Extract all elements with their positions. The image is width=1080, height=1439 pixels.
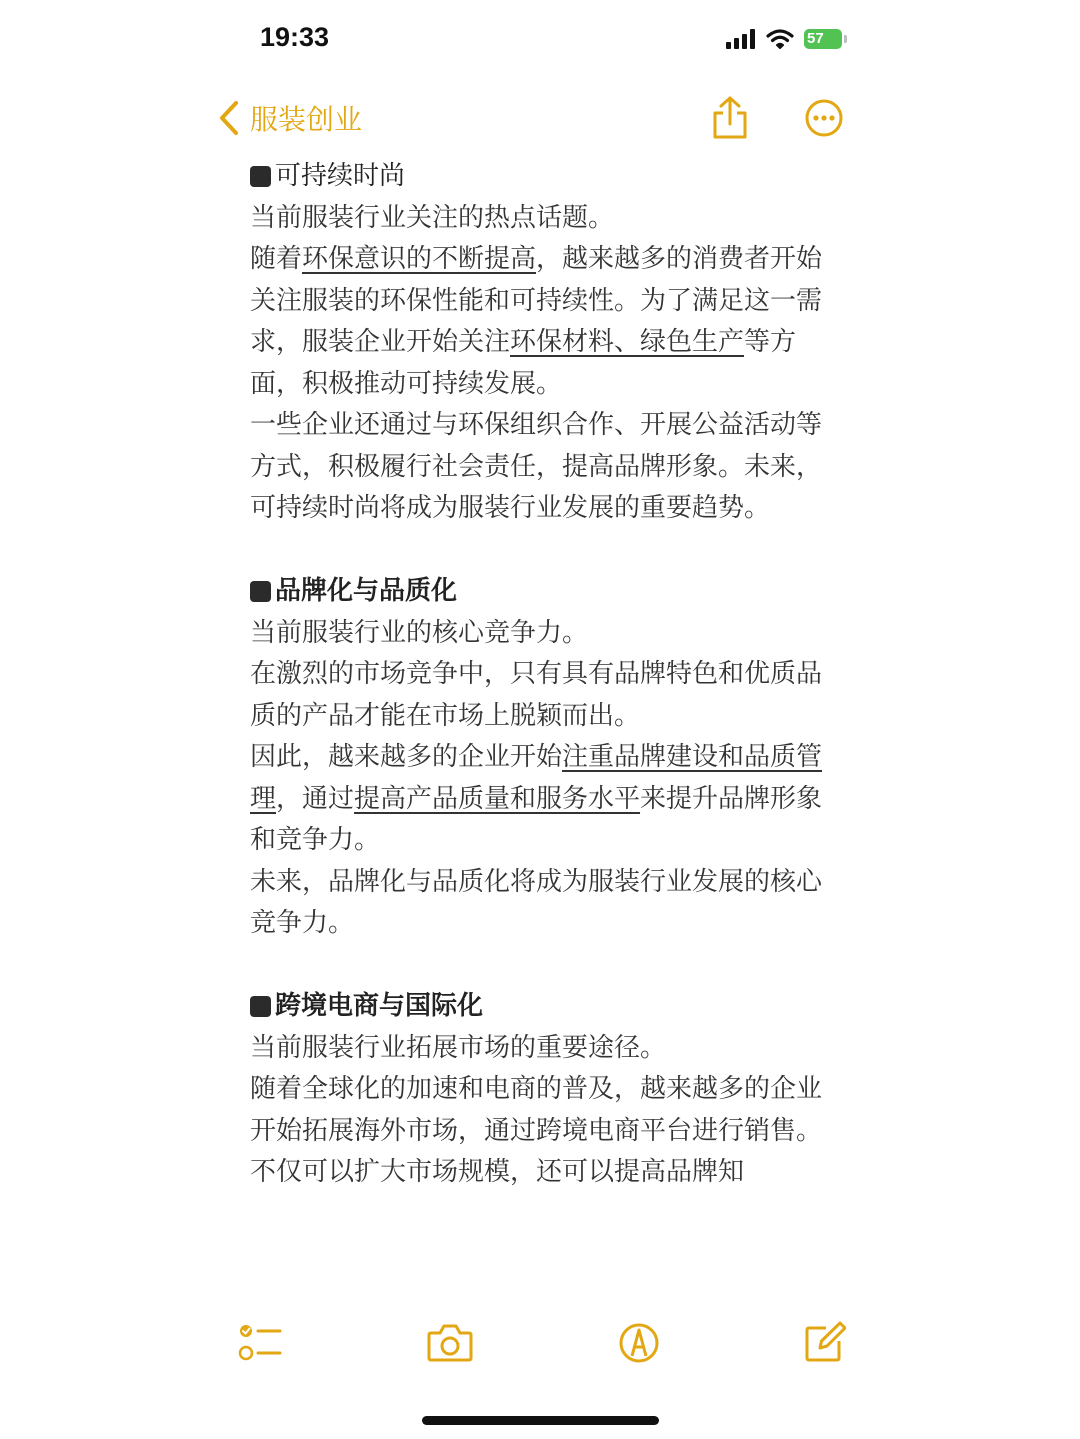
section-title: 品牌化与品质化 xyxy=(275,576,458,606)
underlined-text: 环保意识的不断提高 xyxy=(302,244,537,274)
status-time: 19:33 xyxy=(260,22,330,52)
more-icon[interactable] xyxy=(804,96,844,140)
text-run: 因此，越来越多的企业开始 xyxy=(250,742,563,772)
paragraph: 未来，品牌化与品质化将成为服装行业发展的核心竞争力。 xyxy=(250,866,823,938)
paragraph xyxy=(250,239,825,405)
status-bar xyxy=(0,0,1080,90)
cellular-signal-icon xyxy=(726,29,756,49)
text-run: ，通过 xyxy=(276,783,355,814)
section-title: 跨境电商与国际化 xyxy=(275,991,484,1021)
paragraph: 一些企业还通过与环保组织合作、开展公益活动等方式，积极履行社会责任，提高品牌形象。未来，可持续时尚将成为服装行业发展的重要趋势。 xyxy=(250,410,823,523)
square-bullet-icon xyxy=(250,996,271,1017)
text-run: 来提升品牌形象和竞争力。 xyxy=(250,783,823,855)
battery-indicator xyxy=(804,29,842,49)
camera-icon[interactable] xyxy=(427,1320,473,1364)
text-run: 等方面，积极推动可持续发展。 xyxy=(250,327,797,399)
markup-pen-icon[interactable] xyxy=(617,1320,661,1364)
section-title: 可持续时尚 xyxy=(275,161,406,191)
battery-level: 57 xyxy=(807,30,824,47)
section-heading xyxy=(250,156,825,198)
wifi-icon xyxy=(766,29,794,49)
compose-icon[interactable] xyxy=(804,1320,846,1364)
note-body[interactable] xyxy=(250,156,825,1296)
section-heading xyxy=(250,571,825,613)
bottom-toolbar xyxy=(0,1320,1080,1380)
chevron-left-icon xyxy=(218,100,240,136)
underlined-text: 环保材料、绿色生产 xyxy=(510,327,745,357)
paragraph xyxy=(250,737,825,862)
section-lead: 当前服装行业关注的热点话题。 xyxy=(250,202,615,233)
underlined-text: 提高产品质量和服务水平 xyxy=(354,783,641,814)
paragraph: 随着全球化的加速和电商的普及，越来越多的企业开始拓展海外市场，通过跨境电商平台进行销售。 xyxy=(250,1074,823,1146)
back-button[interactable] xyxy=(218,98,362,138)
spacer xyxy=(250,530,825,572)
share-icon[interactable] xyxy=(710,96,750,140)
square-bullet-icon xyxy=(250,581,271,602)
square-bullet-icon xyxy=(250,166,271,187)
paragraph: 在激烈的市场竞争中，只有具有品牌特色和优质品质的产品才能在市场上脱颖而出。 xyxy=(250,659,823,731)
section-lead: 当前服装行业拓展市场的重要途径。 xyxy=(250,1032,667,1063)
nav-bar xyxy=(0,90,1080,150)
home-indicator[interactable] xyxy=(422,1416,659,1425)
paragraph: 不仅可以扩大市场规模，还可以提高品牌知 xyxy=(250,1157,745,1187)
section-heading xyxy=(250,986,825,1028)
section-lead: 当前服装行业的核心竞争力。 xyxy=(250,617,589,648)
spacer xyxy=(250,945,825,987)
underlined-text: 注重品牌建设和品质管理 xyxy=(250,742,823,814)
checklist-icon[interactable] xyxy=(238,1320,282,1364)
text-run: 随着 xyxy=(250,244,303,274)
text-run: ，越来越多的消费者开始关注服装的环保性能和可持续性。为了满足这一需求，服装企业开始关注 xyxy=(250,244,823,357)
back-button-label: 服装创业 xyxy=(250,103,363,136)
status-icons xyxy=(726,29,842,49)
